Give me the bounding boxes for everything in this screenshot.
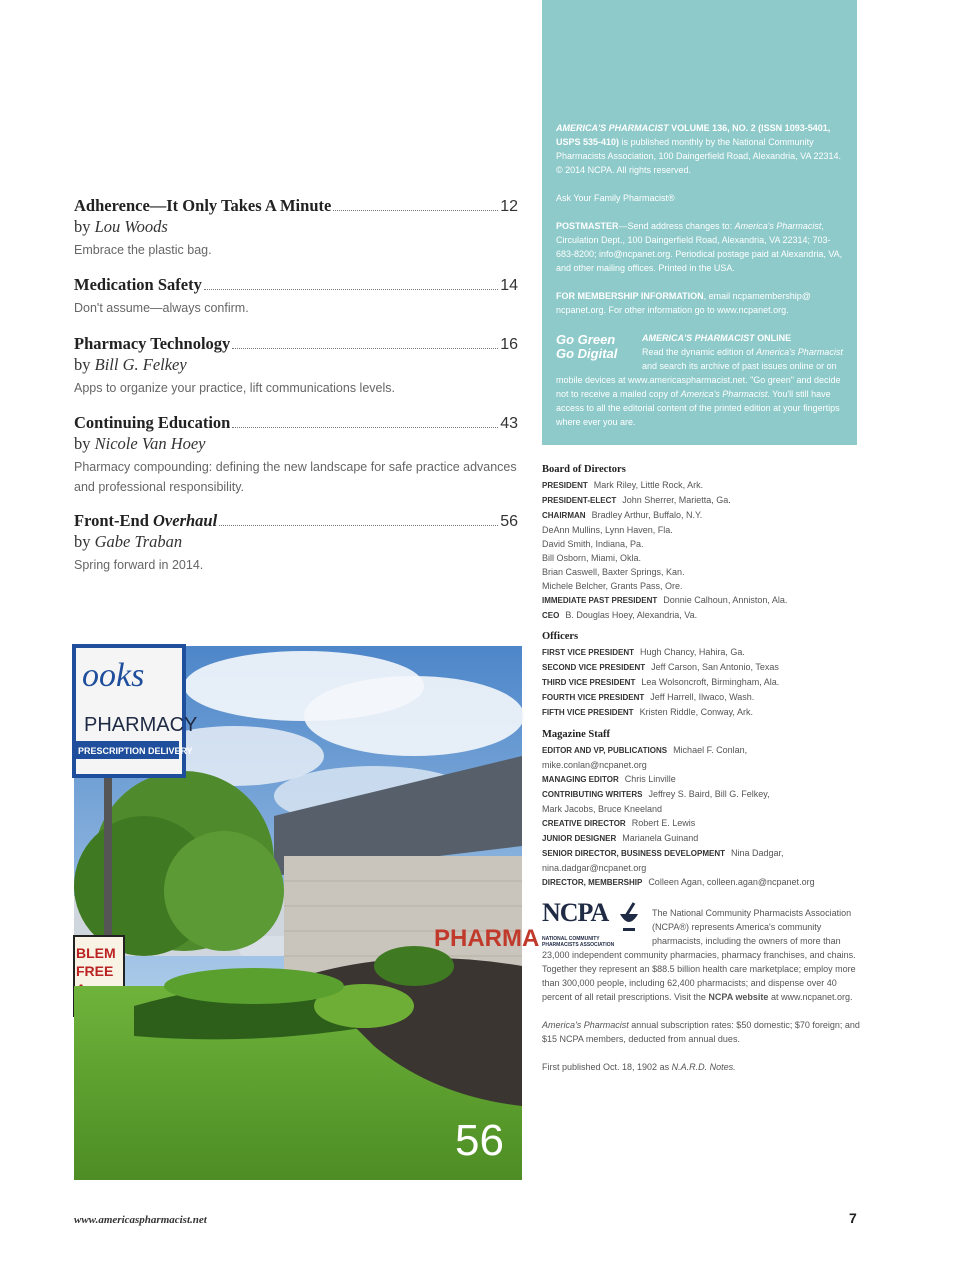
toc-entry-pharmacy-technology[interactable] [74, 334, 518, 398]
ask-pharmacist: Ask Your Family Pharmacist® [556, 193, 675, 203]
footer-url[interactable]: www.americaspharmacist.net [74, 1214, 207, 1226]
list-item: MANAGING EDITOR Chris Linville [542, 774, 676, 784]
toc-page-number: 16 [500, 336, 518, 353]
toc-description: Apps to organize your practice, lift communications levels. [74, 381, 395, 395]
toc-title: Adherence—It Only Takes A Minute [74, 196, 332, 215]
svg-text:BLEM: BLEM [76, 945, 116, 961]
section-heading: Board of Directors [542, 464, 626, 475]
list-item: CEO B. Douglas Hoey, Alexandria, Va. [542, 610, 698, 620]
toc-title: Pharmacy Technology [74, 334, 231, 353]
pharmacy-photo-illustration [74, 646, 540, 1180]
board-of-directors [542, 463, 862, 623]
list-item: David Smith, Indiana, Pa. [542, 539, 644, 549]
ncpa-website-link[interactable]: NCPA website [708, 992, 769, 1002]
section-heading: Officers [542, 631, 579, 642]
online-info: Go Green Go Digital AMERICA'S PHARMACIST ONLINE Read the dynamic edition of America's Pharmacist and search its archive of past issues online or on mobile devices at www.americaspharmacist.net. "Go green" and decide not to receive a mailed copy of America's Pharmacist. You'll still have access to all the editorial content of the printed edition at your fingertips where ever you are. [556, 332, 843, 427]
mortar-pestle-icon [618, 902, 640, 932]
postmaster-info: POSTMASTER—Send address changes to: America's Pharmacist, Circulation Dept., 100 Daingerfield Road, Alexandria, VA 22314; 703-683-8200; info@ncpanet.org. Periodical postage paid at Alexandria, VA, and other mailing offices. Printed in the USA. [556, 221, 843, 273]
toc-byline: by Bill G. Felkey [74, 355, 187, 374]
page-number: 7 [849, 1210, 857, 1226]
officers [542, 630, 862, 720]
svg-text:PRESCRIPTION DELIVERY: PRESCRIPTION DELIVERY [78, 746, 193, 756]
toc-title: Medication Safety [74, 275, 202, 294]
magazine-staff [542, 728, 862, 890]
toc-entry-front-end-overhaul[interactable] [74, 511, 518, 575]
first-published: First published Oct. 18, 1902 as N.A.R.D. Notes. [542, 1062, 736, 1072]
masthead-panel [542, 0, 857, 445]
go-green-logo: Go Green Go Digital [556, 332, 618, 361]
membership-info: FOR MEMBERSHIP INFORMATION, email ncpamembership@ ncpanet.org. For other information go to www.ncpanet.org. [556, 291, 811, 315]
list-item: Michele Belcher, Grants Pass, Ore. [542, 581, 683, 591]
list-item: EDITOR AND VP, PUBLICATIONS Michael F. Conlan, [542, 745, 748, 755]
list-item: THIRD VICE PRESIDENT Lea Wolsoncroft, Birmingham, Ala. [542, 677, 780, 687]
dot-leader [333, 210, 498, 211]
toc-byline: by Nicole Van Hoey [74, 434, 206, 453]
dot-leader [232, 348, 498, 349]
toc-page-number: 12 [500, 198, 518, 215]
list-item: JUNIOR DESIGNER Marianela Guinand [542, 833, 699, 843]
section-heading: Magazine Staff [542, 729, 610, 740]
toc-page-number: 43 [500, 415, 518, 432]
toc-description: Pharmacy compounding: defining the new landscape for safe practice advances and professional responsibility. [74, 460, 517, 494]
list-item: FIRST VICE PRESIDENT Hugh Chancy, Hahira, Ga. [542, 647, 745, 657]
pharmacy-photo[interactable] [74, 646, 540, 1180]
toc-entry-continuing-education[interactable] [74, 413, 518, 497]
toc-page-number: 56 [500, 513, 518, 530]
toc-page-number: 14 [500, 277, 518, 294]
list-item: FIFTH VICE PRESIDENT Kristen Riddle, Conway, Ark. [542, 707, 753, 717]
toc-title: Front-End Overhaul [74, 511, 218, 530]
subscription-rates: America's Pharmacist annual subscription rates: $50 domestic; $70 foreign; and $15 NCPA members, deducted from annual dues. [542, 1020, 860, 1044]
toc-author: Gabe Traban [94, 532, 183, 551]
list-item: PRESIDENT-ELECT John Sherrer, Marietta, Ga. [542, 495, 731, 505]
list-item: Mark Jacobs, Bruce Kneeland [542, 804, 663, 814]
toc-byline: by Lou Woods [74, 217, 168, 236]
toc-title: Continuing Education [74, 413, 231, 432]
dot-leader [219, 525, 498, 526]
list-item: FOURTH VICE PRESIDENT Jeff Harrell, Ilwaco, Wash. [542, 692, 755, 702]
list-item: SECOND VICE PRESIDENT Jeff Carson, San Antonio, Texas [542, 662, 779, 672]
list-item: DeAnn Mullins, Lynn Haven, Fla. [542, 525, 673, 535]
list-item: CHAIRMAN Bradley Arthur, Buffalo, N.Y. [542, 510, 703, 520]
toc-description: Embrace the plastic bag. [74, 243, 212, 257]
photo-page-number: 56 [455, 1116, 504, 1165]
list-item: PRESIDENT Mark Riley, Little Rock, Ark. [542, 480, 704, 490]
list-item: CREATIVE DIRECTOR Robert E. Lewis [542, 818, 696, 828]
svg-text:PHARMACY: PHARMACY [84, 714, 198, 736]
toc-description: Spring forward in 2014. [74, 558, 204, 572]
list-item: DIRECTOR, MEMBERSHIP Colleen Agan, colleen.agan@ncpanet.org [542, 877, 815, 887]
list-item: SENIOR DIRECTOR, BUSINESS DEVELOPMENT Nina Dadgar, [542, 848, 784, 858]
svg-text:PHARMA: PHARMA [434, 925, 540, 952]
list-item: Bill Osborn, Miami, Okla. [542, 553, 642, 563]
ncpa-logo: NCPA NATIONAL COMMUNITY PHARMACISTS ASSOCIATION [542, 906, 646, 946]
toc-author: Bill G. Felkey [94, 355, 187, 374]
ncpa-about [542, 898, 860, 1088]
list-item: Brian Caswell, Baxter Springs, Kan. [542, 567, 685, 577]
dot-leader [204, 289, 498, 290]
toc-author: Nicole Van Hoey [94, 434, 206, 453]
list-item: mike.conlan@ncpanet.org [542, 760, 647, 770]
ncpa-description: The National Community Pharmacists Association (NCPA®) represents America's community pharmacists, including the owners of more than 23,000 independent community pharmacies, pharmacy franchises, and chains. Together they represent an $88.5 billion health care marketplace; employ more than 300,000 people, including 62,400 pharmacists; and dispense over 40 percent of all retail prescriptions. Visit the NCPA website at www.ncpanet.org. [542, 908, 856, 1002]
toc-entry-adherence[interactable] [74, 196, 518, 260]
svg-text:FREE: FREE [76, 963, 114, 979]
toc-author: Lou Woods [94, 217, 168, 236]
list-item: CONTRIBUTING WRITERS Jeffrey S. Baird, Bill G. Felkey, [542, 789, 770, 799]
dot-leader [232, 427, 498, 428]
publication-info: AMERICA'S PHARMACIST VOLUME 136, NO. 2 (ISSN 1093-5401, USPS 535-410) is published monthly by the National Community Pharmacists Association, 100 Daingerfield Road, Alexandria, VA 22314. © 2014 NCPA. All rights reserved. [556, 123, 842, 175]
svg-text:ooks: ooks [82, 657, 145, 694]
toc-entry-medication-safety[interactable] [74, 275, 518, 318]
toc-description: Don't assume—always confirm. [74, 301, 249, 315]
toc-byline: by Gabe Traban [74, 532, 183, 551]
list-item: IMMEDIATE PAST PRESIDENT Donnie Calhoun, Anniston, Ala. [542, 595, 788, 605]
list-item: nina.dadgar@ncpanet.org [542, 863, 647, 873]
